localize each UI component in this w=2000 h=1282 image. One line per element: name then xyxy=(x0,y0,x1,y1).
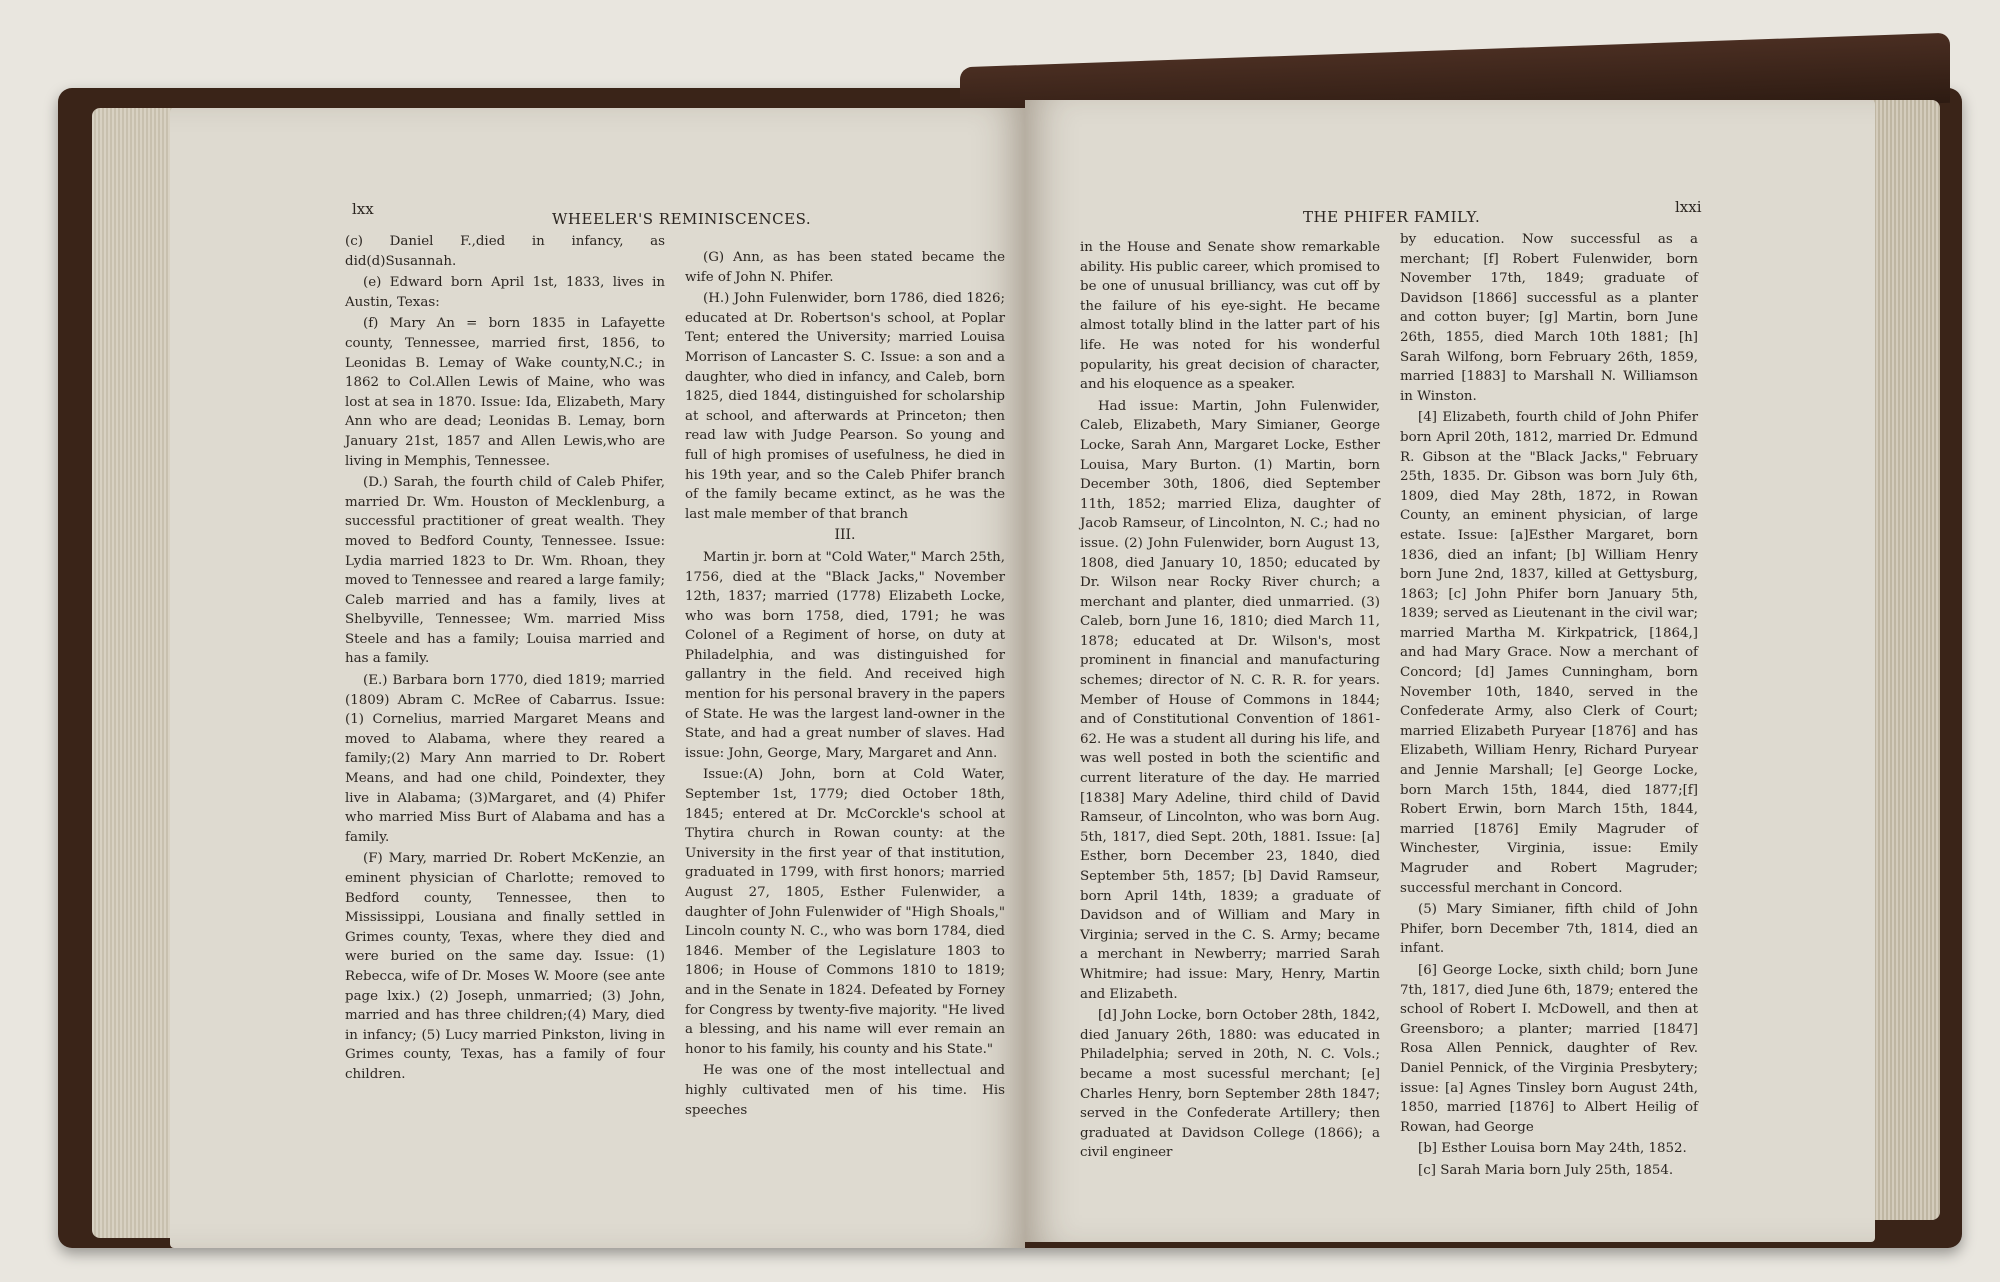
paragraph: Had issue: Martin, John Fulenwider, Caleb, Elizabeth, Mary Simianer, George Locke, Sarah Ann, Margaret Locke, Esther Louisa, Mary Burton. (1) Martin, born December 30th, 1806, died September 11th, 1852; married Eliza, daughter of Jacob Ramseur, of Lincolnton, N. C.; had no issue. (2) John Fulenwider, born August 13, 1808, died January 10, 1850; educated by Dr. Wilson near Rocky River church; a merchant and planter, died unmarried. (3) Caleb, born June 16, 1810; died March 11, 1878; educated at Dr. Wilson's, most prominent in financial and manufacturing schemes; director of N. C. R. R. for years. Member of House of Commons in 1844; and of Constitutional Convention of 1861-62. He was a student all during his life, and was well posted in both the scientific and current literature of the day. He married [1838] Mary Adeline, third child of David Ramseur, of Lincolnton, who was born Aug. 5th, 1817, died Sept. 20th, 1881. Issue: [a] Esther, born December 23, 1840, died September 5th, 1857; [b] David Ramseur, born April 14th, 1839; a graduate of Davidson and of William and Mary in Virginia; served in the C. S. Army; became a merchant in Newberry; married Sarah Whitmire; had issue: Mary, Henry, Martin and Elizabeth. xyxy=(1080,398,1380,1002)
paragraph: (G) Ann, as has been stated became the wife of John N. Phifer. xyxy=(685,250,1005,285)
paragraph: [d] John Locke, born October 28th, 1842, died January 26th, 1880: was educated in Philadelphia; served in 20th, N. C. Vols.; became a most sucessful merchant; [e] Charles Henry, born September 28th 1847; served in the Confederate Artillery; then graduated at Davidson College (1866); a civil engineer xyxy=(1080,1008,1380,1161)
paragraph: [c] Sarah Maria born July 25th, 1854. xyxy=(1418,1162,1674,1178)
right-column-1 xyxy=(1080,238,1380,1165)
paragraph: by education. Now successful as a merchant; [f] Robert Fulenwider, born November 17th, 1849; graduate of Davidson [1866] successful as a planter and cotton buyer; [g] Martin, born June 26th, 1855, died March 10th 1881; [h] Sarah Wilfong, born February 26th, 1859, married [1883] to Marshall N. Williamson in Winston. xyxy=(1400,232,1698,404)
paragraph: (D.) Sarah, the fourth child of Caleb Phifer, married Dr. Wm. Houston of Mecklenburg, a successful practitioner of great wealth. They moved to Bedford County, Tennessee. Issue: Lydia married 1823 to Dr. Wm. Rhoan, they moved to Tennessee and reared a large family; Caleb married and has a family, lives at Shelbyville, Tennessee; Wm. married Miss Steele and has a family; Louisa married and has a family. xyxy=(345,475,665,667)
left-page xyxy=(170,108,1025,1248)
paragraph: Martin jr. born at "Cold Water," March 25th, 1756, died at the "Black Jacks," November 12th, 1837; married (1778) Elizabeth Locke, who was born 1758, died, 1791; he was Colonel of a Regiment of horse, on duty at Philadelphia, and was distinguished for gallantry in the field. And received high mention for his personal bravery in the papers of State. He was the largest land-owner in the State, and had a great number of slaves. Had issue: John, George, Mary, Margaret and Ann. xyxy=(685,549,1005,761)
paragraph: [b] Esther Louisa born May 24th, 1852. xyxy=(1418,1141,1687,1157)
paragraph: (c) Daniel F.,died in infancy, as did(d)Susannah. xyxy=(345,234,665,269)
paragraph: (H.) John Fulenwider, born 1786, died 1826; educated at Dr. Robertson's school, at Poplar Tent; entered the University; married Louisa Morrison of Lancaster S. C. Issue: a son and a daughter, who died in infancy, and Caleb, born 1825, died 1844, distinguished for scholarship at school, and afterwards at Princeton; then read law with Judge Pearson. So young and full of high promises of usefulness, he died in his 19th year, and so the Caleb Phifer branch of the family became extinct, as he was the last male member of that branch xyxy=(685,291,1005,522)
left-folio: lxx xyxy=(352,200,374,218)
right-folio: lxxi xyxy=(1675,198,1702,216)
paragraph: [6] George Locke, sixth child; born June 7th, 1817, died June 6th, 1879; entered the school of Robert I. McDowell, and then at Greensboro; a planter; married [1847] Rosa Allen Pennick, daughter of Rev. Daniel Pennick, of the Virginia Presbytery; issue: [a] Agnes Tinsley born August 24th, 1850, married [1876] to Albert Heilig of Rowan, had George xyxy=(1400,962,1698,1135)
left-running-head: WHEELER'S REMINISCENCES. xyxy=(552,210,812,228)
paragraph: (e) Edward born April 1st, 1833, lives in Austin, Texas: xyxy=(345,275,665,310)
paragraph: (f) Mary An = born 1835 in Lafayette county, Tennessee, married first, 1856, to Leonidas B. Lemay of Wake county,N.C.; in 1862 to Col.Allen Lewis of Maine, who was lost at sea in 1870. Issue: Ida, Elizabeth, Mary Ann who are dead; Leonidas B. Lemay, born January 21st, 1857 and Allen Lewis,who are living in Memphis, Tennessee. xyxy=(345,316,665,469)
paragraph: (F) Mary, married Dr. Robert McKenzie, an eminent physician of Charlotte; removed to Bedford county, Tennessee, then to Mississippi, Lousiana and finally settled in Grimes county, Texas, where they died and were buried on the same day. Issue: (1) Rebecca, wife of Dr. Moses W. Moore (see ante page lxix.) (2) Joseph, unmarried; (3) John, married and has three children;(4) Mary, died in infancy; (5) Lucy married Pinkston, living in Grimes county, Texas, has a family of four children. xyxy=(345,851,665,1082)
left-column-2 xyxy=(685,248,1005,1122)
paragraph: (5) Mary Simianer, fifth child of John Phifer, born December 7th, 1814, died an infant. xyxy=(1400,902,1698,957)
paragraph: in the House and Senate show remarkable ability. His public career, which promised to be one of unusual brilliancy, was cut off by the failure of his eye-sight. He became almost totally blind in the latter part of his life. He was noted for his wonderful popularity, his great decision of character, and his eloquence as a speaker. xyxy=(1080,240,1380,393)
right-column-2 xyxy=(1400,230,1698,1183)
left-page-edges xyxy=(92,108,182,1238)
section-numeral: III. xyxy=(834,527,856,544)
paragraph: [4] Elizabeth, fourth child of John Phifer born April 20th, 1812, married Dr. Edmund R. Gibson at the "Black Jacks," February 25th, 1835. Dr. Gibson was born July 6th, 1809, died May 28th, 1872, in Rowan County, an eminent physician, of large estate. Issue: [a]Esther Margaret, born 1836, died an infant; [b] William Henry born June 2nd, 1837, killed at Gettysburg, 1863; [c] John Phifer born January 5th, 1839; served as Lieutenant in the civil war; married Martha M. Kirkpatrick, [1864,] and had Mary Grace. Now a merchant of Concord; [d] James Cunningham, born November 10th, 1840, served in the Confederate Army, also Clerk of Court; married Elizabeth Puryear [1876] and has Elizabeth, William Henry, Richard Puryear and Jennie Marshall; [e] George Locke, born March 15th, 1844, died 1877;[f] Robert Erwin, born March 15th, 1844, married [1876] Emily Magruder of Winchester, Virginia, issue: Emily Magruder and Robert Magruder; successful merchant in Concord. xyxy=(1400,410,1698,896)
right-page xyxy=(1025,100,1875,1242)
left-column-1 xyxy=(345,232,665,1087)
right-running-head: THE PHIFER FAMILY. xyxy=(1303,208,1481,226)
paragraph: (E.) Barbara born 1770, died 1819; married (1809) Abram C. McRee of Cabarrus. Issue: (1) Cornelius, married Margaret Means and moved to Alabama, where they reared a family;(2) Mary Ann married to Dr. Robert Means, and had one child, Poindexter, they live in Alabama; (3)Margaret, and (4) Phifer who married Miss Burt of Alabama and has a family. xyxy=(345,673,665,845)
paragraph: He was one of the most intellectual and highly cultivated men of his time. His speeches xyxy=(685,1063,1005,1118)
paragraph: Issue:(A) John, born at Cold Water, September 1st, 1779; died October 18th, 1845; entered at Dr. McCorckle's school at Thytira church in Rowan county: at the University in the first year of that institution, graduated in 1799, with first honors; married August 27, 1805, Esther Fulenwider, a daughter of John Fulenwider of "High Shoals," Lincoln county N. C., who was born 1784, died 1846. Member of the Legislature 1803 to 1806; in House of Commons 1810 to 1819; and in the Senate in 1824. Defeated by Forney for Congress by twenty-five majority. "He lived a blessing, and his name will ever remain an honor to his family, his county and his State." xyxy=(685,767,1005,1057)
